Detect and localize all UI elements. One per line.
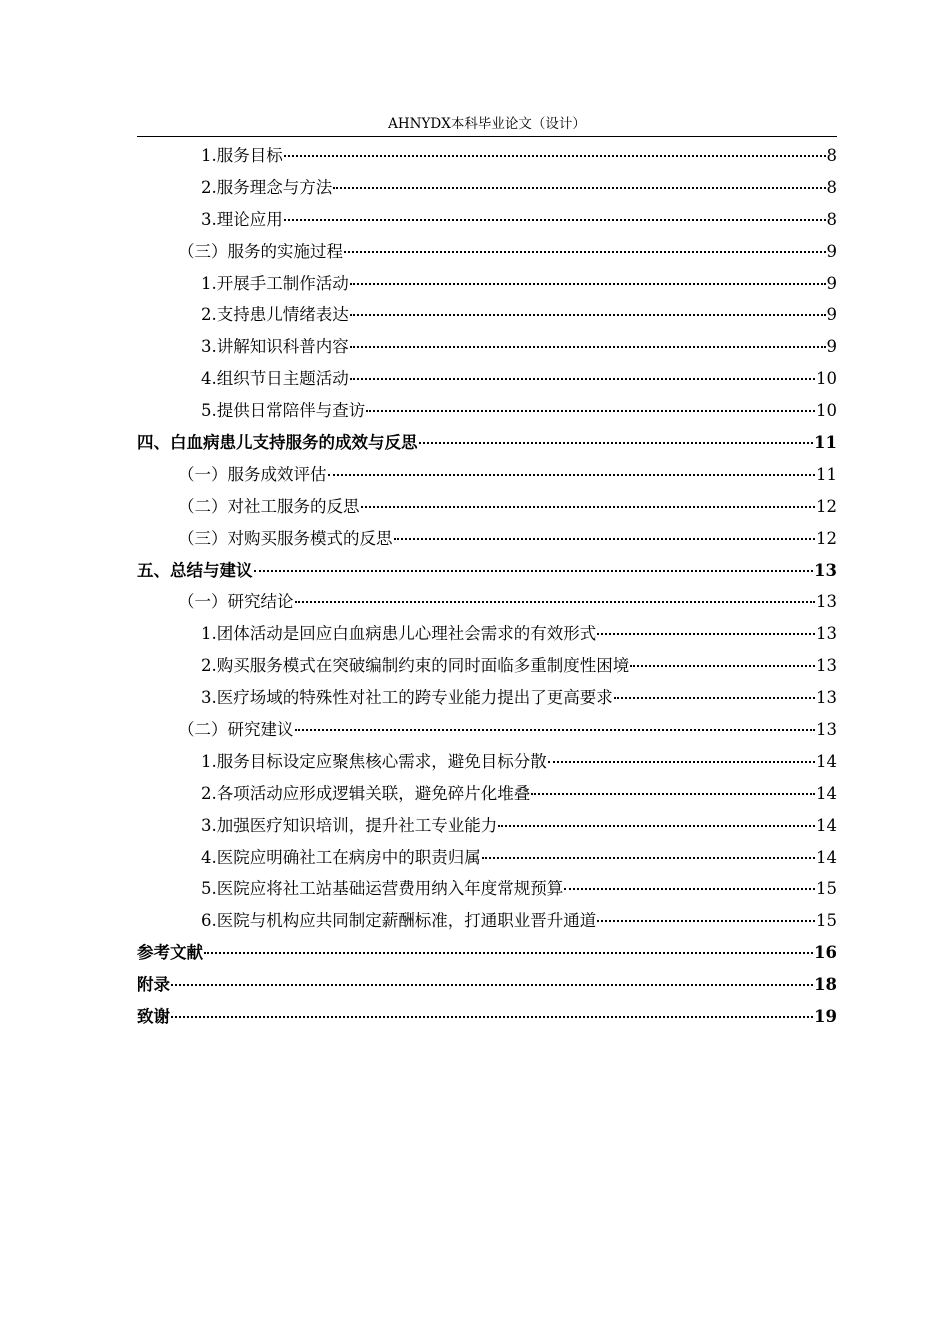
toc-entry-label: 参考文献 <box>137 943 203 963</box>
table-of-contents <box>137 142 837 1035</box>
toc-dot-leader <box>295 729 816 731</box>
toc-entry-page-number: 11 <box>814 433 837 453</box>
toc-entry[interactable] <box>137 780 837 812</box>
toc-entry-page-number: 13 <box>816 720 837 740</box>
toc-entry-page-number: 14 <box>816 847 837 867</box>
toc-entry[interactable] <box>137 588 837 620</box>
toc-dot-leader <box>171 984 813 986</box>
toc-entry-page-number: 9 <box>826 305 837 325</box>
toc-dot-leader <box>361 506 816 508</box>
toc-entry-page-number: 13 <box>816 592 837 612</box>
toc-entry-label: 3.医疗场域的特殊性对社工的跨专业能力提出了更高要求 <box>201 688 613 708</box>
toc-entry[interactable] <box>137 939 837 971</box>
toc-dot-leader <box>295 601 816 603</box>
toc-entry[interactable] <box>137 652 837 684</box>
toc-entry-page-number: 8 <box>826 209 837 229</box>
toc-entry-label: （一）研究结论 <box>178 592 294 612</box>
toc-dot-leader <box>333 187 825 189</box>
toc-entry-page-number: 12 <box>816 528 837 548</box>
toc-entry-label: （三）对购买服务模式的反思 <box>178 528 393 548</box>
toc-dot-leader <box>564 888 815 890</box>
toc-entry-page-number: 18 <box>814 975 837 995</box>
toc-entry-page-number: 10 <box>816 401 837 421</box>
toc-entry-label: 1.服务目标 <box>201 146 283 165</box>
toc-entry-label: （二）对社工服务的反思 <box>178 496 360 516</box>
toc-entry[interactable] <box>137 716 837 748</box>
toc-entry-label: 5.医院应将社工站基础运营费用纳入年度常规预算 <box>201 879 564 899</box>
toc-entry-page-number: 9 <box>826 337 837 357</box>
toc-entry[interactable] <box>137 365 837 397</box>
toc-entry-label: 四、白血病患儿支持服务的成效与反思 <box>137 433 418 453</box>
toc-entry[interactable] <box>137 812 837 844</box>
toc-entry-label: 3.加强医疗知识培训，提升社工专业能力 <box>201 815 498 835</box>
toc-dot-leader <box>482 857 815 859</box>
toc-entry[interactable] <box>137 620 837 652</box>
page-header: AHNYDX本科毕业论文（设计） <box>137 114 837 137</box>
toc-dot-leader <box>171 1016 813 1018</box>
toc-entry[interactable] <box>137 142 837 174</box>
toc-dot-leader <box>350 378 815 380</box>
toc-entry-label: 5.提供日常陪伴与查访 <box>201 401 366 421</box>
toc-entry-label: 2.购买服务模式在突破编制约束的同时面临多重制度性困境 <box>201 656 630 676</box>
toc-entry[interactable] <box>137 206 837 238</box>
toc-entry-label: 1.服务目标设定应聚焦核心需求，避免目标分散 <box>201 751 547 771</box>
toc-dot-leader <box>204 952 813 954</box>
toc-entry-label: 6.医院与机构应共同制定薪酬标准，打通职业晋升通道 <box>201 911 597 931</box>
toc-entry-label: 4.组织节日主题活动 <box>201 369 349 389</box>
toc-dot-leader <box>394 538 816 540</box>
toc-entry[interactable] <box>137 971 837 1003</box>
toc-entry-label: 1.团体活动是回应白血病患儿心理社会需求的有效形式 <box>201 624 597 644</box>
toc-dot-leader <box>284 219 826 221</box>
toc-entry[interactable] <box>137 333 837 365</box>
toc-entry-page-number: 16 <box>814 943 837 963</box>
toc-entry-label: 2.支持患儿情绪表达 <box>201 305 349 325</box>
toc-entry[interactable] <box>137 174 837 206</box>
toc-entry-page-number: 15 <box>816 879 837 899</box>
toc-entry-page-number: 13 <box>816 624 837 644</box>
toc-entry-page-number: 10 <box>816 369 837 389</box>
toc-dot-leader <box>328 474 816 476</box>
toc-dot-leader <box>548 761 815 763</box>
toc-entry-page-number: 14 <box>816 751 837 771</box>
toc-dot-leader <box>597 920 815 922</box>
toc-dot-leader <box>284 155 826 157</box>
toc-entry-page-number: 13 <box>814 560 837 580</box>
toc-entry-page-number: 8 <box>826 146 837 165</box>
toc-entry[interactable] <box>137 557 837 589</box>
toc-entry-label: （二）研究建议 <box>178 720 294 740</box>
toc-entry[interactable] <box>137 429 837 461</box>
toc-entry[interactable] <box>137 301 837 333</box>
toc-entry-label: 1.开展手工制作活动 <box>201 273 349 293</box>
toc-entry[interactable] <box>137 1003 837 1035</box>
toc-entry-label: （一）服务成效评估 <box>178 464 327 484</box>
toc-entry-label: 4.医院应明确社工在病房中的职责归属 <box>201 847 481 867</box>
toc-entry-label: 附录 <box>137 975 170 995</box>
toc-dot-leader <box>350 314 826 316</box>
toc-entry-page-number: 9 <box>826 241 837 261</box>
toc-entry-page-number: 9 <box>826 273 837 293</box>
toc-entry[interactable] <box>137 461 837 493</box>
toc-entry-label: 五、总结与建议 <box>137 560 253 580</box>
toc-dot-leader <box>350 346 826 348</box>
toc-entry[interactable] <box>137 270 837 302</box>
toc-entry[interactable] <box>137 875 837 907</box>
toc-dot-leader <box>350 283 826 285</box>
toc-dot-leader <box>498 825 815 827</box>
toc-entry-page-number: 11 <box>816 464 837 484</box>
toc-entry-label: 2.服务理念与方法 <box>201 177 333 197</box>
toc-dot-leader <box>344 251 826 253</box>
toc-entry-page-number: 19 <box>814 1007 837 1027</box>
toc-dot-leader <box>366 410 815 412</box>
toc-entry-label: 3.理论应用 <box>201 209 283 229</box>
toc-entry[interactable] <box>137 684 837 716</box>
toc-dot-leader <box>597 633 815 635</box>
toc-entry-label: （三）服务的实施过程 <box>178 241 343 261</box>
toc-entry-page-number: 14 <box>816 815 837 835</box>
toc-entry-label: 致谢 <box>137 1007 170 1027</box>
toc-entry[interactable] <box>137 397 837 429</box>
toc-entry[interactable] <box>137 238 837 270</box>
toc-dot-leader <box>630 665 815 667</box>
toc-entry[interactable] <box>137 907 837 939</box>
toc-entry[interactable] <box>137 748 837 780</box>
toc-dot-leader <box>254 570 814 572</box>
toc-dot-leader <box>614 697 815 699</box>
toc-entry[interactable] <box>137 525 837 557</box>
toc-dot-leader <box>531 793 815 795</box>
toc-entry-label: 2.各项活动应形成逻辑关联，避免碎片化堆叠 <box>201 783 531 803</box>
toc-entry[interactable] <box>137 493 837 525</box>
toc-entry-page-number: 13 <box>816 688 837 708</box>
toc-dot-leader <box>419 442 814 444</box>
toc-entry-page-number: 13 <box>816 656 837 676</box>
toc-entry-page-number: 15 <box>816 911 837 931</box>
toc-entry-page-number: 12 <box>816 496 837 516</box>
toc-entry-label: 3.讲解知识科普内容 <box>201 337 349 357</box>
toc-entry-page-number: 14 <box>816 783 837 803</box>
toc-entry-page-number: 8 <box>826 177 837 197</box>
toc-entry[interactable] <box>137 844 837 876</box>
